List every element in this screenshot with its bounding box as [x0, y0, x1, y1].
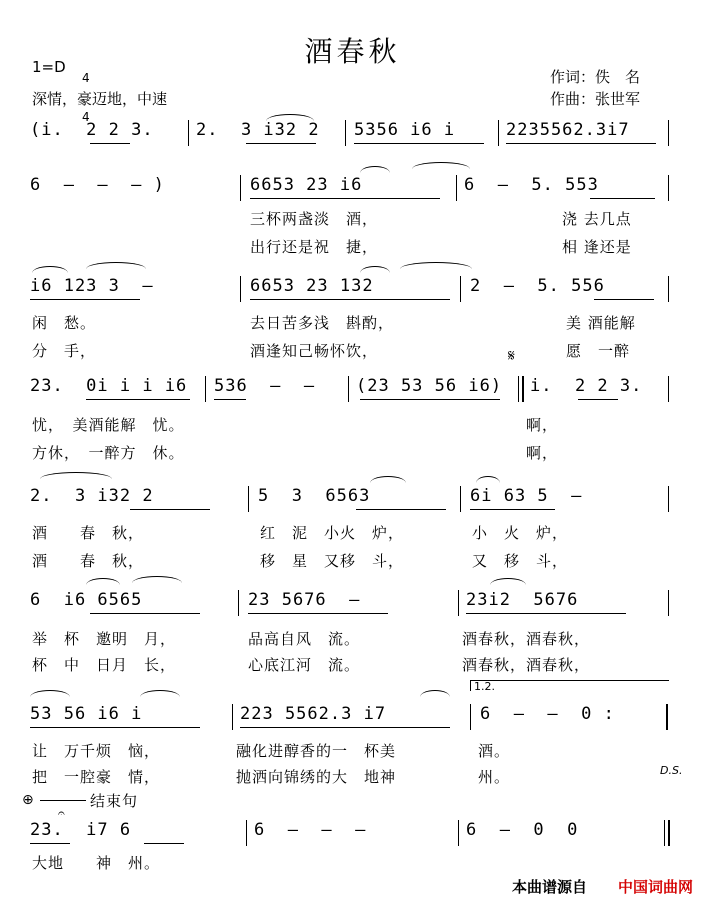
barline [664, 820, 665, 846]
slur [490, 578, 526, 585]
barline [668, 276, 669, 302]
measure-1: (i. 2 2 3. [30, 120, 154, 140]
barline [460, 486, 461, 512]
volta-bracket [470, 680, 669, 691]
lyric-verse-1: 酒 春 秋， [32, 524, 145, 542]
fermata-icon: 𝄐 [58, 806, 65, 820]
measure-3: 23i2 5676 [466, 590, 579, 610]
lyric-verse-2: 心底江河 流。 [248, 656, 361, 674]
beam [360, 399, 500, 400]
lyric-verse-2: 酒春秋，酒春秋， [462, 656, 591, 674]
beam [356, 509, 446, 510]
lyricist-credit: 作词：佚 名 [550, 68, 641, 86]
beam [248, 613, 388, 614]
lyric-verse-2: 州。 [478, 768, 511, 786]
lyric-verse-1: 酒。 [478, 742, 511, 760]
coda-line [40, 800, 86, 801]
measure-2: 6653 23 132 [250, 276, 374, 296]
slur [370, 476, 406, 483]
barline [668, 486, 669, 512]
beam [90, 613, 200, 614]
beam [470, 509, 555, 510]
slur [400, 262, 472, 269]
beam [466, 613, 626, 614]
lyric-verse-2: 相 逢还是 [562, 238, 632, 256]
measure-3: 5356 i6 i [354, 120, 456, 140]
measure-3: 6i 63 5 – [470, 486, 583, 506]
lyric-verse-1: 啊， [526, 416, 559, 434]
lyric-verse-1: 酒春秋，酒春秋， [462, 630, 591, 648]
beam [90, 143, 130, 144]
barline [205, 376, 206, 402]
measure-2: 223 5562.3 i7 [240, 704, 387, 724]
measure-2: 2. 3 i32 2 [196, 120, 320, 140]
measure-1: i6 123 3 – [30, 276, 154, 296]
measure-1: 53 56 i6 i [30, 704, 143, 724]
barline [240, 276, 241, 302]
lyric-verse-1: 红 泥 小火 炉， [260, 524, 405, 542]
lyric-verse-2: 愿 一醉 [566, 342, 631, 360]
measure-4: 2235562.3i7 [506, 120, 630, 140]
barline [248, 486, 249, 512]
slur [266, 114, 314, 121]
composer-credit: 作曲：张世军 [550, 90, 641, 108]
barline [518, 376, 519, 402]
barline [246, 820, 247, 846]
lyric-verse-1: 浇 去几点 [562, 210, 632, 228]
lyric-verse-1: 忧， 美酒能解 忧。 [32, 416, 185, 434]
lyric-verse-1: 大地 神 州。 [32, 854, 161, 872]
lyric-verse-2: 杯 中 日月 长， [32, 656, 177, 674]
beam [594, 299, 654, 300]
lyric-verse-2: 把 一腔豪 情， [32, 768, 161, 786]
lyric-verse-2: 又 移 斗， [472, 552, 569, 570]
coda-label: 结束句 [90, 792, 139, 810]
lyric-verse-1: 美 酒能解 [566, 314, 636, 332]
tempo-marking: 深情，豪迈地，中速 [32, 90, 168, 108]
beam [354, 143, 484, 144]
lyric-verse-2: 出行还是祝 捷， [250, 238, 379, 256]
barline [668, 590, 669, 616]
measure-1: 6 – – – ) [30, 175, 165, 195]
lyric-verse-1: 融化进醇香的一 杯美 [236, 742, 397, 760]
measure-3: (23 53 56 i6) [356, 376, 503, 396]
beam [144, 843, 184, 844]
measure-2: 536 – – [214, 376, 316, 396]
lyric-verse-2: 酒 春 秋， [32, 552, 145, 570]
lyric-verse-2: 方休， 一醉方 休。 [32, 444, 185, 462]
barline [668, 175, 669, 201]
lyric-verse-2: 移 星 又移 斗， [260, 552, 405, 570]
lyric-verse-2: 抛洒向锦绣的大 地神 [236, 768, 397, 786]
measure-3: 6 – 5. 553 [464, 175, 599, 195]
barline [188, 120, 189, 146]
final-barline [668, 820, 670, 846]
time-signature-bottom: 4 [82, 110, 90, 124]
slur [32, 266, 68, 273]
barline [458, 590, 459, 616]
beam [214, 399, 246, 400]
slur [40, 472, 112, 479]
key-signature: 1=D [32, 58, 66, 76]
barline [668, 376, 669, 402]
lyric-verse-1: 三杯两盏淡 酒， [250, 210, 379, 228]
volta-label: 1.2. [474, 680, 495, 693]
repeat-barline [522, 376, 524, 402]
final-repeat-barline [666, 704, 668, 730]
barline [456, 175, 457, 201]
lyric-verse-1: 闲 愁。 [32, 314, 97, 332]
lyric-verse-1: 举 杯 邀明 月， [32, 630, 177, 648]
beam [246, 143, 316, 144]
slur [360, 266, 390, 273]
measure-3: 6 – – 0 : [480, 704, 615, 724]
segno-icon: 𝄋 [508, 346, 515, 365]
barline [238, 590, 239, 616]
barline [345, 120, 346, 146]
slur [420, 690, 450, 697]
measure-3: 6 – 0 0 [466, 820, 579, 840]
beam [30, 727, 200, 728]
barline [470, 704, 471, 730]
slur [30, 690, 70, 697]
beam [30, 299, 140, 300]
slur [360, 166, 390, 173]
slur [132, 576, 182, 583]
measure-1: 23. 0i i i i6 [30, 376, 188, 396]
slur [412, 162, 470, 169]
time-signature-top: 4 [82, 71, 90, 85]
barline [498, 120, 499, 146]
ds-marking: D.S. [660, 764, 683, 777]
measure-4: i. 2 2 3. [530, 376, 643, 396]
lyric-verse-1: 品高自风 流。 [248, 630, 361, 648]
beam [578, 399, 618, 400]
barline [232, 704, 233, 730]
beam [250, 299, 450, 300]
slur [476, 476, 500, 483]
beam [590, 198, 655, 199]
beam [130, 509, 210, 510]
lyric-verse-1: 小 火 炉， [472, 524, 569, 542]
barline [240, 175, 241, 201]
coda-icon: ⊕ [22, 792, 34, 808]
measure-1: 23. i7 6 [30, 820, 132, 840]
beam [506, 143, 656, 144]
lyric-verse-2: 酒逢知己畅怀饮， [250, 342, 379, 360]
lyric-verse-1: 让 万千烦 恼， [32, 742, 161, 760]
lyric-verse-2: 啊， [526, 444, 559, 462]
beam [250, 198, 440, 199]
slur [140, 690, 180, 697]
source-site-link[interactable]: 中国词曲网 [617, 878, 693, 896]
measure-2: 6 – – – [254, 820, 367, 840]
beam [240, 727, 450, 728]
slur [86, 578, 120, 585]
slur [86, 262, 146, 269]
barline [458, 820, 459, 846]
measure-2: 23 5676 – [248, 590, 361, 610]
beam [30, 843, 70, 844]
lyric-verse-2: 分 手， [32, 342, 97, 360]
barline [348, 376, 349, 402]
barline [460, 276, 461, 302]
measure-1: 6 i6 6565 [30, 590, 143, 610]
source-label: 本曲谱源自 [511, 878, 587, 896]
beam [86, 399, 190, 400]
measure-2: 5 3 6563 [258, 486, 371, 506]
measure-1: 2. 3 i32 2 [30, 486, 154, 506]
measure-3: 2 – 5. 556 [470, 276, 605, 296]
measure-2: 6653 23 i6 [250, 175, 363, 195]
barline [668, 120, 669, 146]
page-title: 酒春秋 [304, 35, 401, 68]
lyric-verse-1: 去日苦多浅 斟酌， [250, 314, 395, 332]
